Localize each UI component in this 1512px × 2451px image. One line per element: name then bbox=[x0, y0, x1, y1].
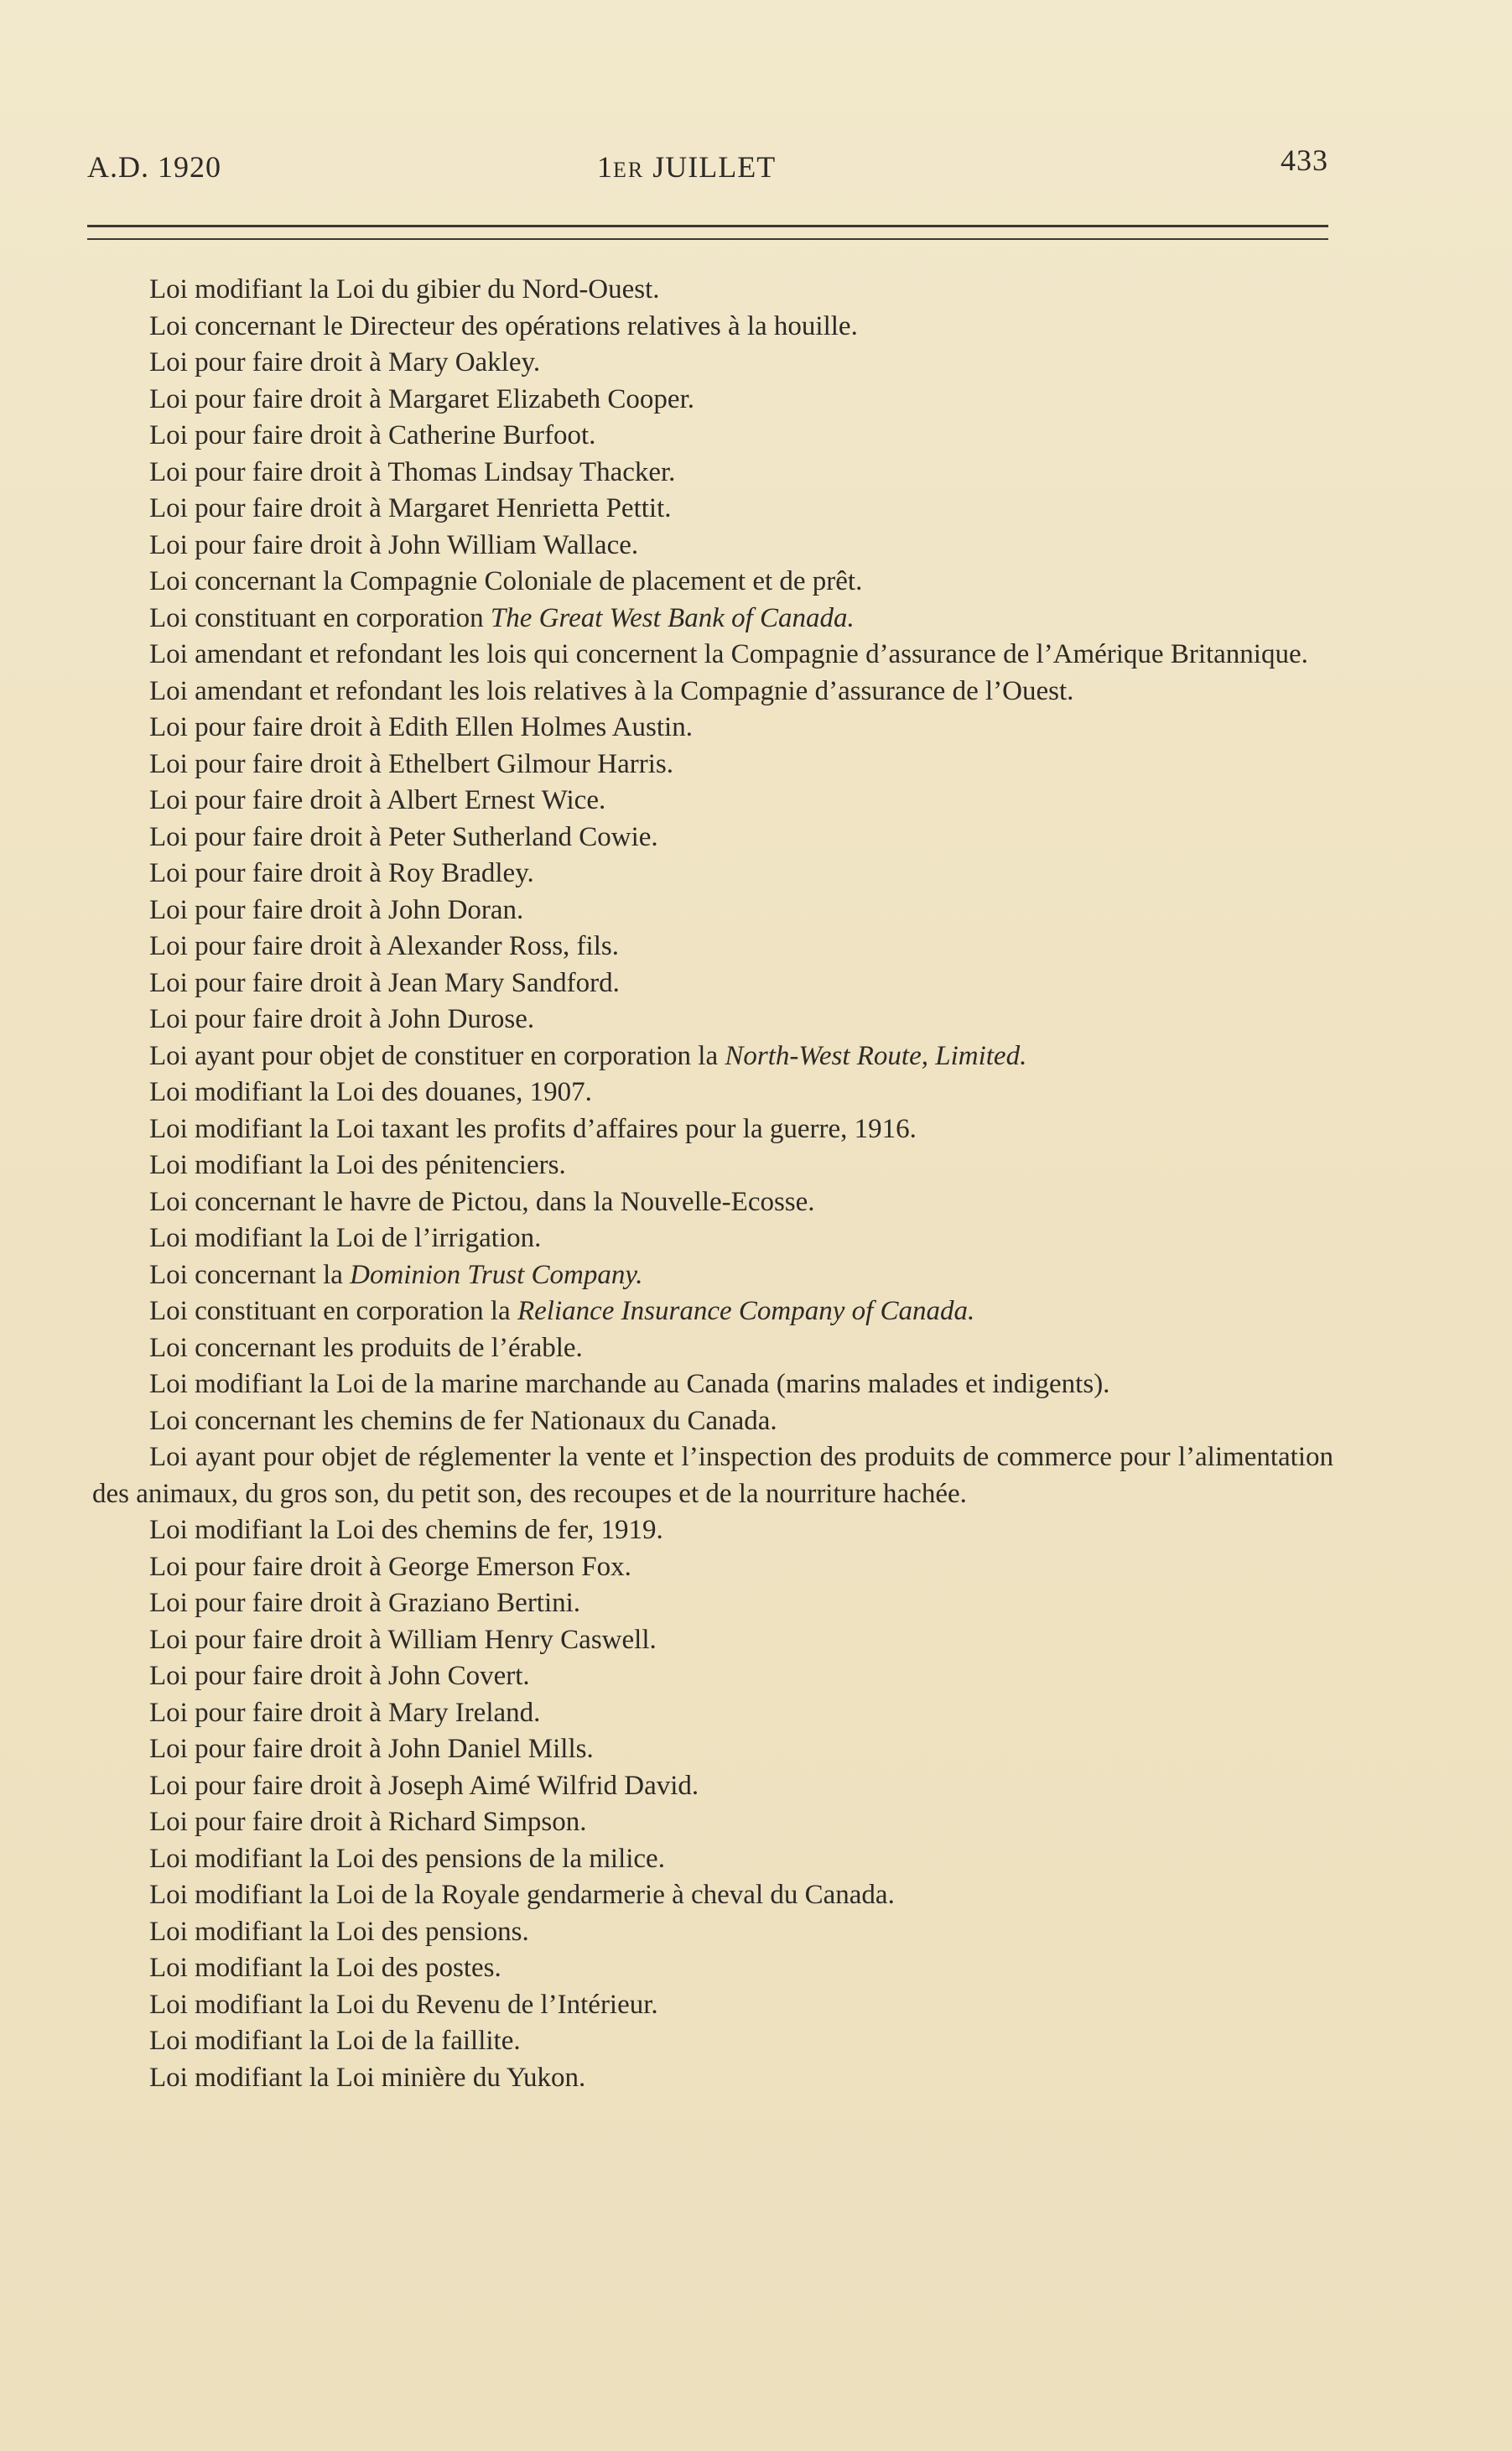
entry-text: Loi pour faire droit à Edith Ellen Holmes Austin. bbox=[149, 712, 693, 742]
entry-text: Loi pour faire droit à John William Wallace. bbox=[149, 529, 639, 560]
entry-text: Loi pour faire droit à Mary Oakley. bbox=[149, 347, 541, 377]
list-item bbox=[92, 1002, 1333, 1038]
entry-text: Loi constituant en corporation la bbox=[149, 1296, 517, 1326]
entry-text: Loi pour faire droit à Alexander Ross, fils. bbox=[149, 931, 619, 961]
entry-text: Loi pour faire droit à John Doran. bbox=[149, 894, 524, 925]
list-item bbox=[92, 491, 1333, 528]
entry-text: Loi modifiant la Loi des douanes, 1907. bbox=[149, 1077, 592, 1107]
entry-text: Loi ayant pour objet de réglementer la vente et l’inspection des produits de commerce pour l’alimentation des animaux, du gros son, du petit son, des recoupes et de la nourriture hachée. bbox=[92, 1442, 1333, 1509]
list-item bbox=[92, 1512, 1333, 1549]
entry-text: Loi concernant le havre de Pictou, dans la Nouvelle-Ecosse. bbox=[149, 1186, 815, 1217]
entry-text: Loi modifiant la Loi des chemins de fer, 1919. bbox=[149, 1515, 663, 1545]
list-item bbox=[92, 747, 1333, 783]
list-item bbox=[92, 1877, 1333, 1914]
entry-text: Loi amendant et refondant les lois relatives à la Compagnie d’assurance de l’Ouest. bbox=[149, 675, 1074, 706]
list-item bbox=[92, 1987, 1333, 2024]
list-item bbox=[92, 1111, 1333, 1148]
entry-text: Loi concernant la Compagnie Coloniale de placement et de prêt. bbox=[149, 566, 863, 596]
entry-italic-name: Dominion Trust Company. bbox=[350, 1259, 643, 1290]
list-item bbox=[92, 1549, 1333, 1586]
entry-text: Loi modifiant la Loi de la faillite. bbox=[149, 2026, 521, 2056]
list-item bbox=[92, 1658, 1333, 1695]
list-item bbox=[92, 783, 1333, 820]
list-item bbox=[92, 1695, 1333, 1732]
entry-text: Loi pour faire droit à Catherine Burfoot. bbox=[149, 420, 596, 450]
list-item bbox=[92, 382, 1333, 419]
list-item bbox=[92, 1914, 1333, 1951]
entry-text: Loi concernant les chemins de fer Nationaux du Canada. bbox=[149, 1405, 777, 1436]
entry-text: Loi pour faire droit à Jean Mary Sandford. bbox=[149, 967, 620, 998]
entry-text: Loi amendant et refondant les lois qui concernent la Compagnie d’assurance de l’Amérique Britannique. bbox=[149, 639, 1308, 669]
list-item bbox=[92, 1439, 1333, 1512]
entry-text: Loi pour faire droit à Graziano Bertini. bbox=[149, 1588, 581, 1618]
list-item bbox=[92, 272, 1333, 309]
list-item bbox=[92, 564, 1333, 601]
list-item bbox=[92, 820, 1333, 856]
list-item bbox=[92, 1184, 1333, 1221]
header-rule-bottom bbox=[87, 238, 1328, 240]
entry-text: Loi modifiant la Loi de l’irrigation. bbox=[149, 1223, 542, 1253]
entry-italic-name: Reliance Insurance Company of Canada. bbox=[517, 1296, 975, 1326]
header-rule-top bbox=[87, 225, 1328, 227]
list-item bbox=[92, 856, 1333, 892]
list-item bbox=[92, 1950, 1333, 1987]
list-item bbox=[92, 1622, 1333, 1659]
entry-text: Loi pour faire droit à Ethelbert Gilmour Harris. bbox=[149, 748, 673, 779]
list-item bbox=[92, 528, 1333, 565]
list-item bbox=[92, 2060, 1333, 2097]
list-item bbox=[92, 601, 1333, 637]
page-header bbox=[87, 143, 1328, 193]
list-item bbox=[92, 1293, 1333, 1330]
entry-text: Loi pour faire droit à Thomas Lindsay Thacker. bbox=[149, 456, 676, 487]
header-date-day: 1 bbox=[597, 150, 613, 184]
entry-text: Loi pour faire droit à John Daniel Mills. bbox=[149, 1734, 594, 1764]
list-item bbox=[92, 1804, 1333, 1841]
entry-text: Loi constituant en corporation bbox=[149, 602, 491, 633]
entry-italic-name: The Great West Bank of Canada. bbox=[490, 602, 855, 633]
list-item bbox=[92, 1075, 1333, 1111]
entry-text: Loi pour faire droit à George Emerson Fox. bbox=[149, 1551, 631, 1582]
entry-text: Loi concernant les produits de l’érable. bbox=[149, 1332, 583, 1363]
list-item bbox=[92, 710, 1333, 747]
list-item bbox=[92, 2023, 1333, 2060]
entry-text: Loi modifiant la Loi des pensions de la milice. bbox=[149, 1843, 665, 1874]
entry-text: Loi pour faire droit à John Covert. bbox=[149, 1661, 530, 1691]
entry-text: Loi pour faire droit à Joseph Aimé Wilfrid David. bbox=[149, 1770, 699, 1801]
header-date-ordinal: ER bbox=[613, 158, 645, 182]
list-item bbox=[92, 1585, 1333, 1622]
list-item bbox=[92, 674, 1333, 710]
entry-text: Loi modifiant la Loi des pensions. bbox=[149, 1916, 529, 1947]
entry-text: Loi modifiant la Loi des postes. bbox=[149, 1953, 501, 1983]
list-item bbox=[92, 455, 1333, 492]
entry-text: Loi pour faire droit à Margaret Elizabeth Cooper. bbox=[149, 383, 694, 414]
list-item bbox=[92, 892, 1333, 929]
entry-text: Loi pour faire droit à Richard Simpson. bbox=[149, 1807, 587, 1837]
header-date-month: JUILLET bbox=[644, 150, 777, 184]
list-item bbox=[92, 1841, 1333, 1878]
entry-text: Loi modifiant la Loi du Revenu de l’Intérieur. bbox=[149, 1989, 658, 2020]
page-number: 433 bbox=[1281, 143, 1328, 177]
entry-text: Loi pour faire droit à William Henry Caswell. bbox=[149, 1624, 657, 1655]
entry-text: Loi pour faire droit à Roy Bradley. bbox=[149, 858, 534, 888]
entry-text: Loi pour faire droit à Margaret Henrietta Pettit. bbox=[149, 493, 672, 523]
list-item bbox=[92, 1257, 1333, 1294]
entry-text: Loi pour faire droit à John Durose. bbox=[149, 1004, 535, 1034]
entry-text: Loi concernant le Directeur des opérations relatives à la houille. bbox=[149, 310, 858, 341]
list-item bbox=[92, 1366, 1333, 1403]
entry-text: Loi pour faire droit à Albert Ernest Wice. bbox=[149, 785, 606, 815]
header-date bbox=[597, 149, 776, 185]
entry-text: Loi modifiant la Loi minière du Yukon. bbox=[149, 2062, 586, 2093]
list-item bbox=[92, 1220, 1333, 1257]
entry-text: Loi ayant pour objet de constituer en corporation la bbox=[149, 1040, 725, 1071]
header-year: A.D. 1920 bbox=[87, 150, 221, 184]
list-item bbox=[92, 1038, 1333, 1075]
entry-text: Loi concernant la bbox=[149, 1259, 351, 1290]
entry-italic-name: North-West Route, Limited. bbox=[725, 1040, 1027, 1071]
entry-text: Loi pour faire droit à Peter Sutherland Cowie. bbox=[149, 821, 658, 852]
list-item bbox=[92, 1731, 1333, 1768]
list-item bbox=[92, 309, 1333, 346]
entry-text: Loi modifiant la Loi de la Royale gendarmerie à cheval du Canada. bbox=[149, 1880, 895, 1910]
list-item bbox=[92, 1403, 1333, 1440]
list-item bbox=[92, 929, 1333, 965]
list-item bbox=[92, 965, 1333, 1002]
list-item bbox=[92, 1147, 1333, 1184]
act-list bbox=[92, 272, 1333, 2096]
list-item bbox=[92, 637, 1333, 674]
entry-text: Loi modifiant la Loi taxant les profits d’affaires pour la guerre, 1916. bbox=[149, 1113, 917, 1144]
list-item bbox=[92, 1330, 1333, 1367]
list-item bbox=[92, 418, 1333, 455]
list-item bbox=[92, 345, 1333, 382]
entry-text: Loi modifiant la Loi des pénitenciers. bbox=[149, 1150, 566, 1180]
list-item bbox=[92, 1768, 1333, 1805]
entry-text: Loi modifiant la Loi de la marine marchande au Canada (marins malades et indigents). bbox=[149, 1369, 1110, 1399]
entry-text: Loi modifiant la Loi du gibier du Nord-Ouest. bbox=[149, 274, 660, 304]
entry-text: Loi pour faire droit à Mary Ireland. bbox=[149, 1697, 541, 1728]
